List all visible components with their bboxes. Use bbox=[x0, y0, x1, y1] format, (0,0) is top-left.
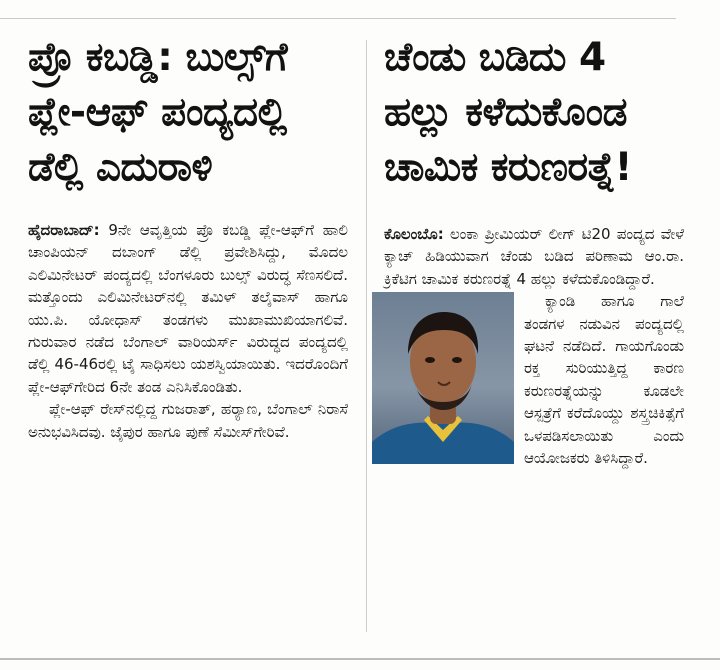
cricket-headline bbox=[384, 30, 684, 195]
headline-line: ಚೆಂಡು ಬಡಿದು 4 bbox=[384, 35, 606, 80]
headline-line: ಡೆಲ್ಲಿ ಎದುರಾಳಿ bbox=[28, 145, 213, 190]
kabaddi-body bbox=[28, 219, 348, 443]
paragraph-text: 9ನೇ ಆವೃತ್ತಿಯ ಪ್ರೊ ಕಬಡ್ಡಿ ಪ್ಲೇ-ಆಫ್‌ಗೆ ಹಾಲಿ ಚಾಂಪಿಯನ್ ದಬಾಂಗ್ ಡೆಲ್ಲಿ ಪ್ರವೇಶಿಸಿದ್ದು, ಮೊದಲ ಎಲಿಮಿನೇಟರ್ ಪಂದ್ಯದಲ್ಲಿ ಬೆಂಗಳೂರು ಬುಲ್ಸ್ ವಿರುದ್ಧ ಸೆಣಸಲಿದೆ. ಮತ್ತೊಂದು ಎಲಿಮಿನೇಟರ್‌ನಲ್ಲಿ ತಮಿಳ್ ತಲೈವಾಸ್ ಹಾಗೂ ಯು.ಪಿ. ಯೋಧಾಸ್ ತಂಡಗಳು ಮುಖಾಮುಖಿಯಾಗಲಿವೆ. ಗುರುವಾರ ನಡೆದ ಬೆಂಗಾಲ್ ವಾರಿಯರ್ಸ್ ವಿರುದ್ಧದ ಪಂದ್ಯದಲ್ಲಿ ಡೆಲ್ಲಿ 46-46ರಲ್ಲಿ ಟೈ ಸಾಧಿಸಲು ಯಶಸ್ವಿಯಾಯಿತು. ಇದರೊಂದಿಗೆ ಪ್ಲೇ-ಆಫ್‌ಗೇರಿದ 6ನೇ ತಂಡ ಎನಿಸಿಕೊಂಡಿತು. bbox=[28, 221, 348, 396]
dateline: ಹೈದರಾಬಾದ್: bbox=[28, 221, 100, 239]
column-divider bbox=[366, 40, 367, 632]
kabaddi-article bbox=[28, 30, 348, 443]
body-paragraph bbox=[384, 223, 684, 290]
body-paragraph bbox=[28, 219, 348, 398]
body-paragraph: ಕ್ಯಾಂಡಿ ಹಾಗೂ ಗಾಲೆ ತಂಡಗಳ ನಡುವಿನ ಪಂದ್ಯದಲ್ಲಿ ಘಟನೆ ನಡೆದಿದೆ. ಗಾಯಗೊಂಡು ರಕ್ತ ಸುರಿಯುತ್ತಿದ್ದ ಕಾರಣ ಕರುಣರತ್ನೆಯನ್ನು ಕೂಡಲೇ ಆಸ್ಪತ್ರೆಗೆ ಕರೆದೊಯ್ದು ಶಸ್ತ್ರಚಿಕಿತ್ಸೆಗೆ ಒಳಪಡಿಸಲಾಯಿತು ಎಂದು ಆಯೋಜಕರು ತಿಳಿಸಿದ್ದಾರೆ. bbox=[524, 292, 684, 468]
body-paragraph: ಪ್ಲೇ-ಆಫ್ ರೇಸ್‌ನಲ್ಲಿದ್ದ ಗುಜರಾತ್, ಹರ್‍ಯಾಣ, ಬೆಂಗಾಲ್ ನಿರಾಸೆ ಅನುಭವಿಸಿದವು. ಜೈಪುರ ಹಾಗೂ ಪುಣೆ ಸೆಮೀಸ್‌ಗೇರಿವೆ. bbox=[28, 400, 348, 441]
player-photo bbox=[372, 292, 514, 464]
paragraph-text: ಲಂಕಾ ಪ್ರೀಮಿಯರ್ ಲೀಗ್ ಟಿ20 ಪಂದ್ಯದ ವೇಳೆ ಕ್ಯಾಚ್ ಹಿಡಿಯುವಾಗ ಚೆಂಡು ಬಡಿದ ಪರಿಣಾಮ ಆಂ.ರಾ. ಕ್ರಿಕೆಟಿಗ ಚಾಮಿಕ ಕರುಣರತ್ನೆ 4 ಹಲ್ಲು ಕಳೆದುಕೊಂಡಿದ್ದಾರೆ. bbox=[384, 225, 684, 288]
dateline: ಕೊಲಂಬೊ: bbox=[384, 225, 444, 243]
cricket-body bbox=[384, 223, 684, 469]
kabaddi-headline bbox=[28, 30, 348, 195]
player-portrait-illustration bbox=[372, 292, 514, 464]
headline-line: ಪ್ರೊ ಕಬಡ್ಡಿ: ಬುಲ್ಸ್‌ಗೆ bbox=[28, 35, 288, 80]
top-rule bbox=[0, 18, 676, 19]
bottom-rule bbox=[0, 658, 720, 660]
headline-line: ಚಾಮಿಕ ಕರುಣರತ್ನೆ! bbox=[384, 145, 632, 190]
headline-line: ಪ್ಲೇ-ಆಫ್ ಪಂದ್ಯದಲ್ಲಿ bbox=[28, 90, 287, 135]
cricket-article bbox=[384, 30, 684, 469]
headline-line: ಹಲ್ಲು ಕಳೆದುಕೊಂಡ bbox=[384, 90, 627, 135]
